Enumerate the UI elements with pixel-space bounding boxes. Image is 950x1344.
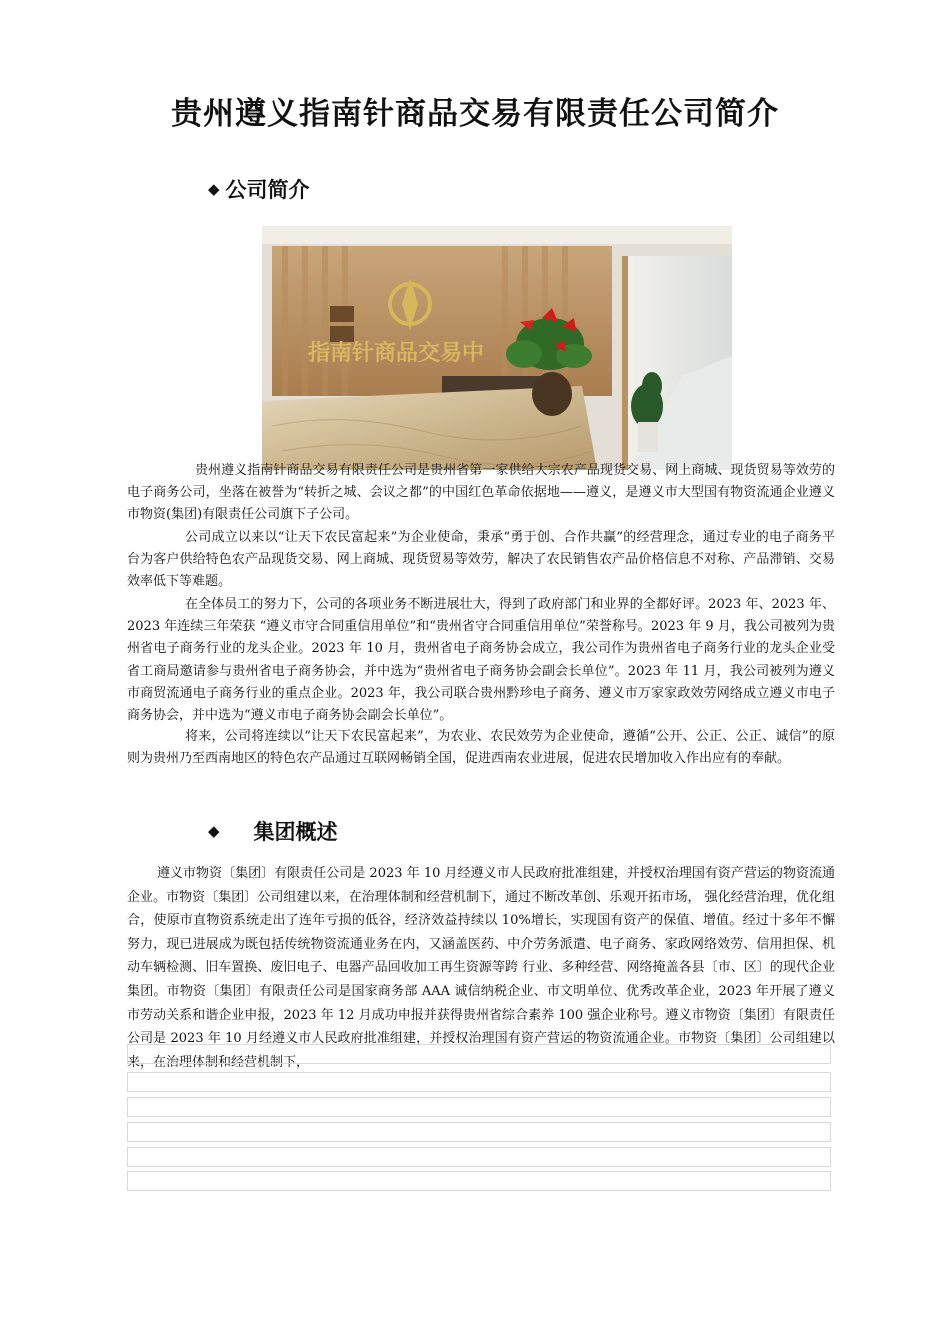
page-title: 贵州遵义指南针商品交易有限责任公司简介 bbox=[171, 96, 779, 132]
section-heading-company-intro bbox=[208, 174, 310, 204]
photo-sign-text: 指南针商品交易中 bbox=[308, 341, 485, 366]
empty-form-row bbox=[127, 1072, 831, 1092]
diamond-bullet-icon: ◆ bbox=[208, 822, 220, 840]
intro-paragraph-2: 公司成立以来以“让天下农民富起来”为企业使命，秉承“勇于创、合作共赢”的经营理念，通过专业的电子商务平台为客户供给特色农产品现货交易、网上商城、现货贸易等效劳，解决了农民销售农产品价格信息不对称、产品滞销、交易效率低下等难题。 bbox=[127, 530, 835, 590]
section-heading-group-overview bbox=[208, 816, 338, 846]
section-heading-label: 公司简介 bbox=[225, 178, 310, 202]
reception-photo bbox=[262, 226, 732, 470]
empty-form-row bbox=[127, 1147, 831, 1167]
diamond-bullet-icon: ◆ bbox=[208, 180, 220, 198]
group-overview-paragraph: 遵义市物资〔集团〕有限责任公司是 2023 年 10 月经遵义市人民政府批准组建，并授权治理国有资产营运的物资流通企业。市物资〔集团〕公司组建以来，在治理体制和经营机制下，通过不断改革创、乐观开拓市场， 强化经营治理，优化组合，使原市直物资系统走出了连年亏损的低谷，经济效益持续以 10%增长，实现国有资产的保值、增值。经过十多年不懈努力，现已进展成为既包括传统物资流通业务在内，又涵盖医药、中介劳务派遣、电子商务、家政网络效劳、信用担保、机动车辆检测、旧车置换、废旧电子、电器产品回收加工再生资源等跨 行业、多种经营、网络掩盖各县〔市、区〕的现代企业集团。市物资〔集团〕有限责任公司是国家商务部 AAA 诚信纳税企业、市文明单位、优秀改革企业，2023 年开展了遵义市劳动关系和谐企业申报，2023 年 12 月成功申报并获得贵州省综合素养 100 强企业称号。遵义市物资〔集团〕有限责任公司是 2023 年 10 月经遵义市人民政府批准组建，并授权治理国有资产营运的物资流通企业。市物资〔集团〕公司组建以来，在治理体制和经营机制下， bbox=[127, 866, 835, 1070]
empty-form-row bbox=[127, 1097, 831, 1117]
section-heading-label: 集团概述 bbox=[253, 820, 338, 844]
intro-paragraph-1: 贵州遵义指南针商品交易有限责任公司是贵州省第一家供给大宗农产品现货交易、网上商城、现货贸易等效劳的电子商务公司，坐落在被誉为“转折之城、会议之都”的中国红色革命依据地——遵义，是遵义市大型国有物资流通企业遵义市物资(集团)有限责任公司旗下子公司。 bbox=[127, 463, 835, 523]
reception-photo-illustration bbox=[262, 226, 732, 470]
empty-form-row bbox=[127, 1044, 831, 1064]
intro-paragraph-3: 在全体员工的努力下，公司的各项业务不断进展壮大，得到了政府部门和业界的全都好评。2023 年、2023 年、2023 年连续三年荣获 “遵义市守合同重信用单位”和“贵州省守合同重信用单位”荣誉称号。2023 年 9 月，我公司被列为贵州省电子商务行业的龙头企业。2023 年 10 月，贵州省电子商务协会成立，我公司作为贵州省电子商务行业的龙头企业受省工商局邀请参与贵州省电子商务协会，并中选为“贵州省电子商务协会副会长单位”。2023 年 11 月，我公司被列为遵义市商贸流通电子商务行业的重点企业。2023 年，我公司联合贵州黔珍电子商务、遵义市万家家政效劳网络成立遵义市电子商务协会，并中选为“遵义市电子商务协会副会长单位”。 bbox=[127, 597, 835, 724]
empty-form-row bbox=[127, 1122, 831, 1142]
empty-form-row bbox=[127, 1171, 831, 1191]
intro-paragraph-4: 将来，公司将连续以“让天下农民富起来”，为农业、农民效劳为企业使命，遵循“公开、公正、公正、诚信”的原则为贵州乃至西南地区的特色农产品通过互联网畅销全国，促进西南农业进展，促进农民增加收入作出应有的奉献。 bbox=[127, 729, 835, 767]
